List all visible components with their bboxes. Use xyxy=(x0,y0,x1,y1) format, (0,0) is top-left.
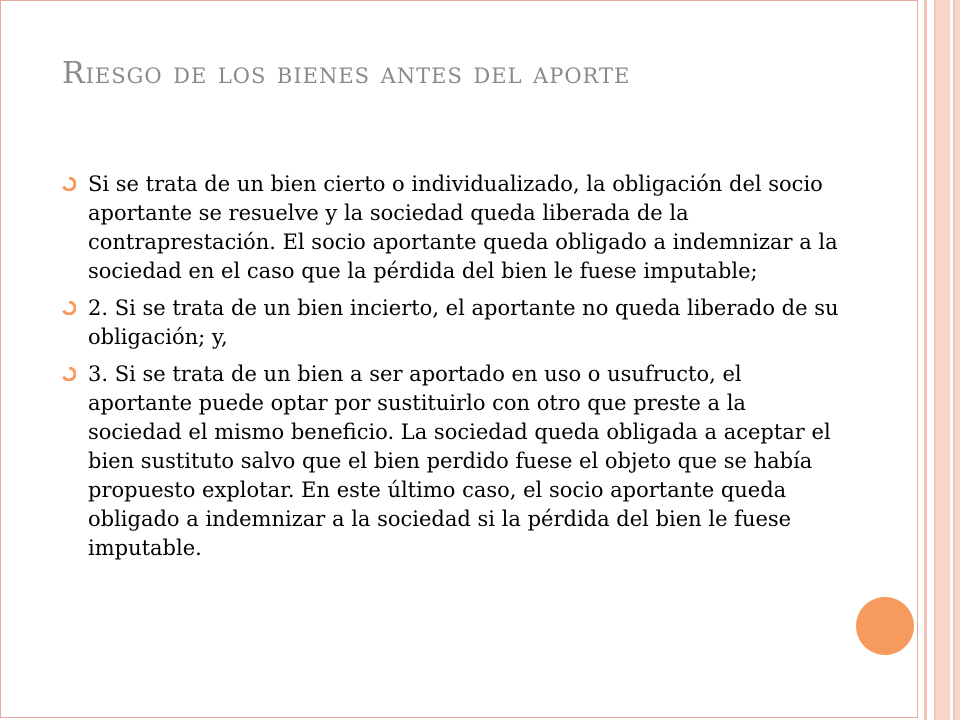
bullet-text: 2. Si se trata de un bien incierto, el aportante no queda liberado de su obligación; y, xyxy=(88,296,839,349)
list-item xyxy=(62,360,842,563)
bullet-ring-icon xyxy=(62,301,76,315)
bullet-text: Si se trata de un bien cierto o individualizado, la obligación del socio aportante se resuelve y la sociedad queda liberada de la contraprestación. El socio aportante queda obligado a indemnizar a la sociedad en el caso que la pérdida del bien le fuese imputable; xyxy=(88,172,838,283)
list-item xyxy=(62,294,842,352)
bullet-text: 3. Si se trata de un bien a ser aportado en uso o usufructo, el aportante puede optar por sustituirlo con otro que preste a la sociedad el mismo beneficio. La sociedad queda obligada a aceptar el bien sustituto salvo que el bien perdido fuese el objeto que se había propuesto explotar. En este último caso, el socio aportante queda obligado a indemnizar a la sociedad si la pérdida del bien le fuese imputable. xyxy=(88,362,831,560)
list-item xyxy=(62,170,842,286)
decorative-side-stripes xyxy=(918,0,960,720)
bullet-ring-icon xyxy=(62,367,76,381)
decorative-orange-circle xyxy=(856,597,914,655)
bullet-ring-icon xyxy=(62,177,76,191)
bullet-list xyxy=(62,170,842,571)
slide-title: Riesgo de los bienes antes del aporte xyxy=(62,56,631,91)
